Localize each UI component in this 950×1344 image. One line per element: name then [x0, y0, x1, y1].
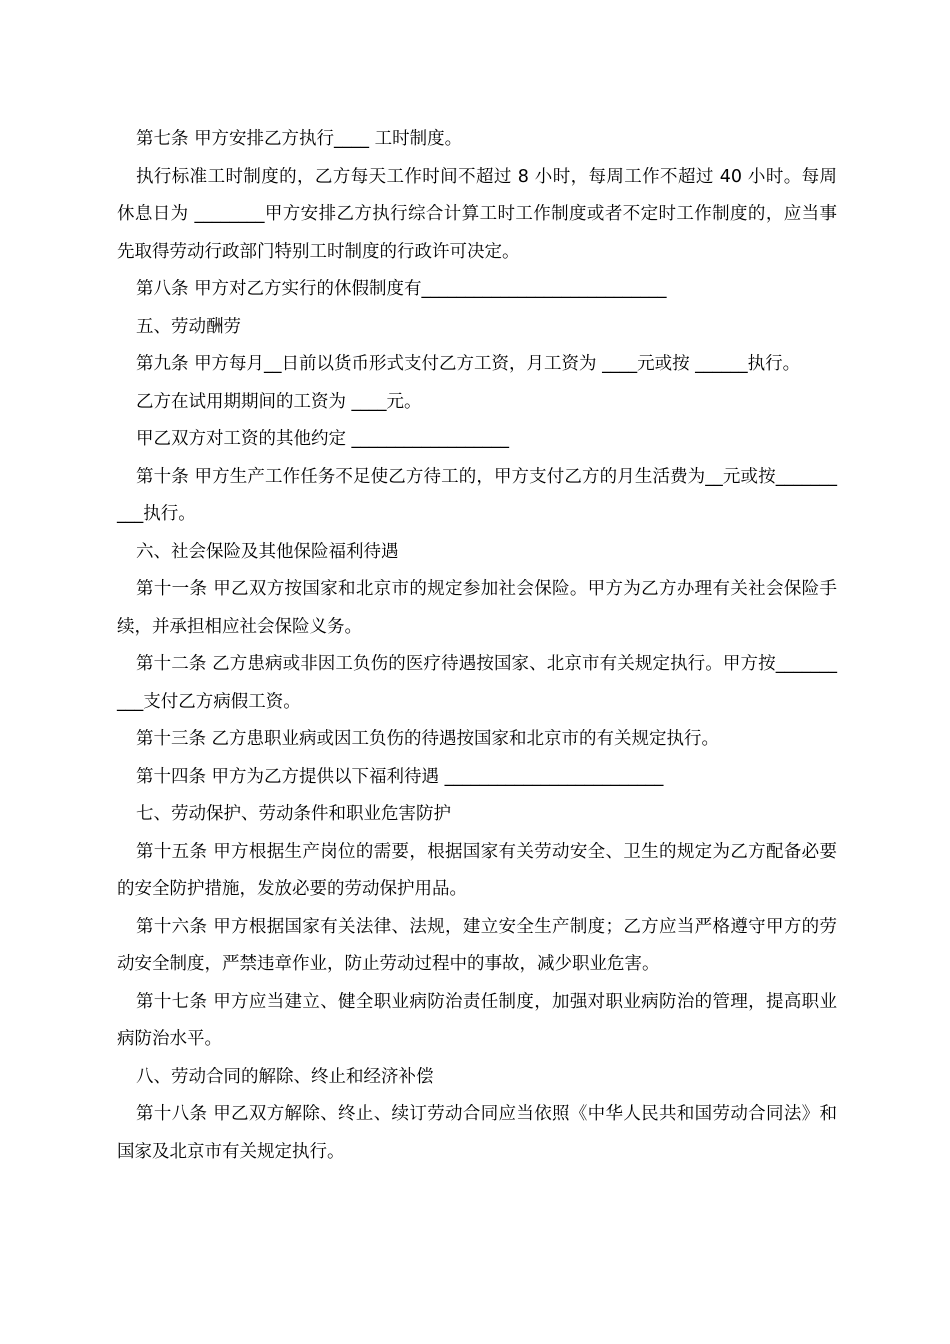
section-heading-insurance: 六、社会保险及其他保险福利待遇 [136, 541, 399, 562]
article-14: 第十四条 甲方为乙方提供以下福利待遇 _________________________ [136, 766, 664, 787]
article-12: 第十二条 乙方患病或非因工负伤的医疗待遇按国家、北京市有关规定执行。甲方按__________支付乙方病假工资。 [117, 654, 837, 712]
other-wage-agreement: 甲乙双方对工资的其他约定 __________________ [136, 429, 510, 449]
article-10: 第十条 甲方生产工作任务不足使乙方待工的，甲方支付乙方的月生活费为__元或按__________执行。 [117, 466, 837, 524]
contract-text [117, 121, 837, 1171]
article-16: 第十六条 甲方根据国家有关法律、法规，建立安全生产制度；乙方应当严格遵守甲方的劳动安全制度，严禁违章作业，防止劳动过程中的事故，减少职业危害。 [117, 916, 837, 974]
probation-wage: 乙方在试用期期间的工资为 ____元。 [136, 391, 422, 412]
article-11: 第十一条 甲乙双方按国家和北京市的规定参加社会保险。甲方为乙方办理有关社会保险手续，并承担相应社会保险义务。 [117, 579, 837, 637]
article-18: 第十八条 甲乙双方解除、终止、续订劳动合同应当依照《中华人民共和国劳动合同法》和国家及北京市有关规定执行。 [117, 1104, 837, 1162]
article-9: 第九条 甲方每月__日前以货币形式支付乙方工资，月工资为 ____元或按 ______执行。 [136, 354, 801, 374]
standard-hours-paragraph: 执行标准工时制度的，乙方每天工作时间不超过 8 小时，每周工作不超过 40 小时。每周休息日为 ________甲方安排乙方执行综合计算工时工作制度或者不定时工作制度的，应当事先取得劳动行政部门特别工时制度的行政许可决定。 [117, 166, 837, 262]
article-8: 第八条 甲方对乙方实行的休假制度有____________________________ [136, 279, 667, 299]
section-heading-remuneration: 五、劳动酬劳 [136, 316, 241, 337]
article-15: 第十五条 甲方根据生产岗位的需要，根据国家有关劳动安全、卫生的规定为乙方配备必要的安全防护措施，发放必要的劳动保护用品。 [117, 841, 837, 899]
article-13: 第十三条 乙方患职业病或因工负伤的待遇按国家和北京市的有关规定执行。 [136, 729, 720, 749]
section-heading-protection: 七、劳动保护、劳动条件和职业危害防护 [136, 804, 451, 824]
article-7: 第七条 甲方安排乙方执行____ 工时制度。 [136, 129, 463, 149]
article-17: 第十七条 甲方应当建立、健全职业病防治责任制度，加强对职业病防治的管理，提高职业病防治水平。 [117, 991, 837, 1049]
section-heading-termination: 八、劳动合同的解除、终止和经济补偿 [136, 1066, 434, 1087]
